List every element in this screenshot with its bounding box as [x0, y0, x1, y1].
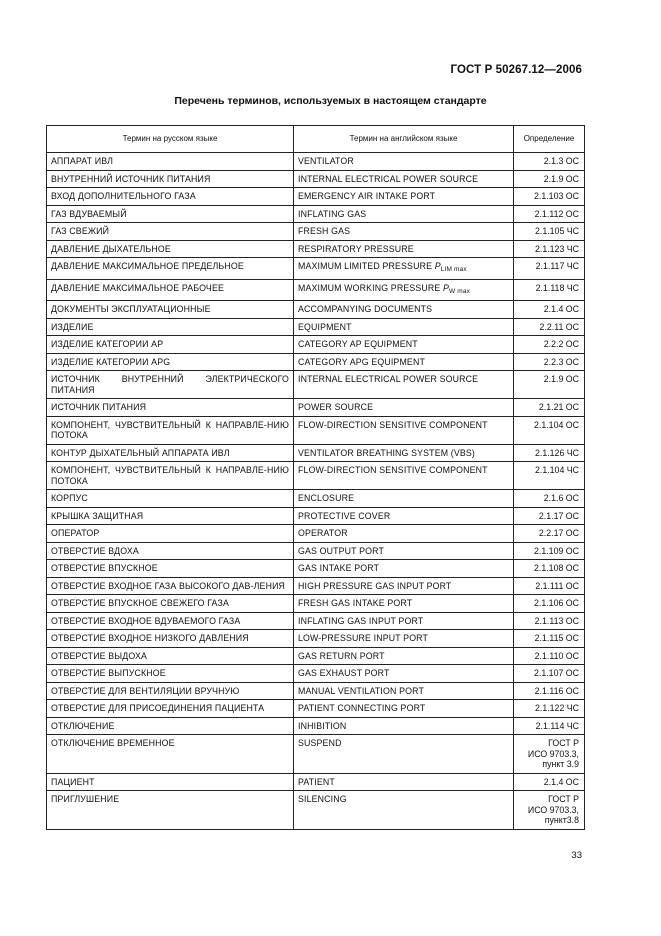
- definition-cell: 2.1.109 ОС: [514, 542, 585, 560]
- table-row: [47, 416, 585, 444]
- english-term-text: GAS EXHAUST PORT: [298, 668, 390, 678]
- russian-term-cell: ИЗДЕЛИЕ КАТЕГОРИИ APG: [47, 353, 294, 371]
- english-term-text: PATIENT CONNECTING PORT: [298, 703, 426, 713]
- definition-cell: 2.1.116 ОС: [514, 682, 585, 700]
- table-row: [47, 223, 585, 241]
- table-row: [47, 525, 585, 543]
- definition-line: ГОСТ Р: [548, 794, 579, 804]
- table-row: [47, 630, 585, 648]
- table-row: [47, 490, 585, 508]
- definition-cell: 2.1.122 ЧС: [514, 700, 585, 718]
- definition-cell: 2.1.110 ОС: [514, 647, 585, 665]
- english-term-text: POWER SOURCE: [298, 402, 374, 412]
- english-term-cell: [294, 371, 514, 399]
- table-title: Перечень терминов, используемых в настоящем стандарте: [174, 95, 487, 107]
- english-term-text: VENTILATOR BREATHING SYSTEM (VBS): [298, 447, 476, 458]
- definition-cell: 2.1.17 ОС: [514, 507, 585, 525]
- table-row: [47, 595, 585, 613]
- english-term-text: PATIENT: [298, 776, 335, 787]
- russian-term-cell: ВХОД ДОПОЛНИТЕЛЬНОГО ГАЗА: [47, 188, 294, 206]
- english-term-text: FLOW-DIRECTION SENSITIVE COMPONENT: [298, 419, 488, 430]
- english-term-cell: [294, 791, 514, 830]
- definition-cell: [514, 791, 585, 830]
- definition-cell: 2.2.3 ОС: [514, 353, 585, 371]
- english-term-text: OPERATOR: [298, 528, 348, 538]
- definition-cell: 2.1.108 ОС: [514, 560, 585, 578]
- russian-term-cell: АППАРАТ ИВЛ: [47, 153, 294, 171]
- table-row: [47, 371, 585, 399]
- english-term-cell: [294, 153, 514, 171]
- definition-cell: 2.1.21 ОС: [514, 399, 585, 417]
- english-term-cell: [294, 490, 514, 508]
- russian-term-cell: ИЗДЕЛИЕ: [47, 318, 294, 336]
- table-row: [47, 700, 585, 718]
- column-header-english-term: Термин на английском языке: [294, 126, 514, 153]
- page-number: 33: [571, 850, 582, 861]
- definition-cell: 2.1.112 ОС: [514, 205, 585, 223]
- english-term-text: ENCLOSURE: [298, 493, 355, 503]
- english-term-cell: [294, 258, 514, 280]
- english-term-cell: [294, 301, 514, 319]
- english-term-text: CATEGORY APG EQUIPMENT: [298, 356, 425, 367]
- definition-cell: 2.1.6 ОС: [514, 490, 585, 508]
- definition-cell: 2.1.105 ЧС: [514, 223, 585, 241]
- english-term-text: MANUAL VENTILATION PORT: [298, 685, 424, 696]
- table-row: [47, 717, 585, 735]
- table-row: [47, 444, 585, 462]
- standard-header: ГОСТ Р 50267.12—2006: [450, 64, 582, 76]
- english-term-cell: [294, 353, 514, 371]
- russian-term-cell: КРЫШКА ЗАЩИТНАЯ: [47, 507, 294, 525]
- definition-cell: 2.1.115 ОС: [514, 630, 585, 648]
- pressure-symbol-subscript: W max: [449, 287, 471, 295]
- english-term-cell: [294, 717, 514, 735]
- russian-term-cell: КОМПОНЕНТ, ЧУВСТВИТЕЛЬНЫЙ К НАПРАВЛЕ-НИЮ ПОТОКА: [47, 416, 294, 444]
- english-term-cell: [294, 560, 514, 578]
- russian-term-cell: ПРИГЛУШЕНИЕ: [47, 791, 294, 830]
- definition-cell: 2.1.9 ОС: [514, 371, 585, 399]
- definition-cell: 2.2.17 ОС: [514, 525, 585, 543]
- english-term-text: INTERNAL ELECTRICAL POWER SOURCE: [298, 374, 479, 384]
- table-row: [47, 462, 585, 490]
- definition-cell: 2.1.113 ОС: [514, 612, 585, 630]
- english-term-text: GAS RETURN PORT: [298, 650, 385, 661]
- table-row: [47, 353, 585, 371]
- russian-term-cell: КОРПУС: [47, 490, 294, 508]
- table-row: [47, 577, 585, 595]
- russian-term-cell: ОТВЕРСТИЕ ВЫПУСКНОЕ: [47, 665, 294, 683]
- russian-term-cell: ДАВЛЕНИЕ ДЫХАТЕЛЬНОЕ: [47, 240, 294, 258]
- russian-term-cell: ИСТОЧНИК ВНУТРЕННИЙ ЭЛЕКТРИЧЕСКОГО ПИТАНИЯ: [47, 371, 294, 399]
- english-term-cell: [294, 735, 514, 774]
- table-row: [47, 318, 585, 336]
- definition-line: ИСО 9703.3,: [527, 804, 579, 815]
- english-term-text: LOW-PRESSURE INPUT PORT: [298, 633, 429, 643]
- english-term-text: FRESH GAS INTAKE PORT: [298, 598, 413, 608]
- english-term-cell: [294, 444, 514, 462]
- english-term-text: GAS INTAKE PORT: [298, 563, 380, 573]
- english-term-cell: [294, 223, 514, 241]
- english-term-text: FLOW-DIRECTION SENSITIVE COMPONENT: [298, 465, 488, 475]
- english-term-text: INHIBITION: [298, 720, 347, 731]
- russian-term-cell: ИСТОЧНИК ПИТАНИЯ: [47, 399, 294, 417]
- russian-term-cell: ОТКЛЮЧЕНИЕ: [47, 717, 294, 735]
- table-row: [47, 682, 585, 700]
- table-row: [47, 542, 585, 560]
- table-row: [47, 612, 585, 630]
- terms-table: [46, 125, 585, 830]
- definition-line: пункт 3.9: [542, 759, 579, 769]
- table-row: [47, 399, 585, 417]
- definition-cell: 2.2.11 ОС: [514, 318, 585, 336]
- russian-term-cell: ВНУТРЕННИЙ ИСТОЧНИК ПИТАНИЯ: [47, 170, 294, 188]
- russian-term-cell: ОТВЕРСТИЕ ДЛЯ ПРИСОЕДИНЕНИЯ ПАЦИЕНТА: [47, 700, 294, 718]
- english-term-cell: [294, 399, 514, 417]
- table-row: [47, 153, 585, 171]
- english-term-cell: [294, 542, 514, 560]
- english-term-text: GAS OUTPUT PORT: [298, 545, 384, 556]
- english-term-cell: [294, 462, 514, 490]
- english-term-text: RESPIRATORY PRESSURE: [298, 243, 414, 254]
- table-row: [47, 560, 585, 578]
- russian-term-cell: ИЗДЕЛИЕ КАТЕГОРИИ AP: [47, 336, 294, 354]
- english-term-text: PROTECTIVE COVER: [298, 510, 391, 521]
- russian-term-cell: ОТВЕРСТИЕ ВХОДНОЕ ГАЗА ВЫСОКОГО ДАВ-ЛЕНИЯ: [47, 577, 294, 595]
- english-term-text: INFLATING GAS INPUT PORT: [298, 615, 424, 626]
- definition-cell: [514, 735, 585, 774]
- russian-term-cell: ОПЕРАТОР: [47, 525, 294, 543]
- pressure-symbol: P: [443, 282, 450, 293]
- column-header-definition: Определение: [514, 126, 585, 153]
- table-row: [47, 773, 585, 791]
- definition-cell: 2.1.103 ОС: [514, 188, 585, 206]
- english-term-cell: [294, 279, 514, 301]
- english-term-text: FRESH GAS: [298, 226, 351, 236]
- russian-term-cell: ГАЗ ВДУВАЕМЫЙ: [47, 205, 294, 223]
- russian-term-cell: ОТВЕРСТИЕ ДЛЯ ВЕНТИЛЯЦИИ ВРУЧНУЮ: [47, 682, 294, 700]
- english-term-cell: [294, 240, 514, 258]
- english-term-cell: [294, 577, 514, 595]
- russian-term-cell: КОНТУР ДЫХАТЕЛЬНЫЙ АППАРАТА ИВЛ: [47, 444, 294, 462]
- definition-cell: 2.1.4 ОС: [514, 773, 585, 791]
- russian-term-cell: ДАВЛЕНИЕ МАКСИМАЛЬНОЕ РАБОЧЕЕ: [47, 279, 294, 301]
- english-term-cell: [294, 700, 514, 718]
- english-term-text: SILENCING: [298, 794, 347, 804]
- english-term-text: CATEGORY AP EQUIPMENT: [298, 339, 418, 349]
- english-term-text: INTERNAL ELECTRICAL POWER SOURCE: [298, 173, 479, 184]
- russian-term-cell: ОТВЕРСТИЕ ВХОДНОЕ НИЗКОГО ДАВЛЕНИЯ: [47, 630, 294, 648]
- russian-term-cell: ОТВЕРСТИЕ ВПУСКНОЕ: [47, 560, 294, 578]
- definition-cell: 2.1.114 ЧС: [514, 717, 585, 735]
- russian-term-cell: ОТВЕРСТИЕ ВДОХА: [47, 542, 294, 560]
- english-term-text: MAXIMUM LIMITED PRESSURE: [298, 261, 433, 271]
- table-row: [47, 301, 585, 319]
- definition-cell: 2.1.104 ЧС: [514, 462, 585, 490]
- russian-term-cell: ОТВЕРСТИЕ ВХОДНОЕ ВДУВАЕМОГО ГАЗА: [47, 612, 294, 630]
- english-term-text: INFLATING GAS: [298, 208, 367, 219]
- english-term-text: VENTILATOR: [298, 156, 354, 166]
- table-row: [47, 647, 585, 665]
- english-term-cell: [294, 595, 514, 613]
- english-term-cell: [294, 507, 514, 525]
- english-term-cell: [294, 773, 514, 791]
- english-term-cell: [294, 682, 514, 700]
- english-term-cell: [294, 612, 514, 630]
- english-term-cell: [294, 416, 514, 444]
- definition-cell: 2.1.104 ОС: [514, 416, 585, 444]
- english-term-cell: [294, 665, 514, 683]
- english-term-text: SUSPEND: [298, 738, 342, 748]
- table-row: [47, 507, 585, 525]
- table-row: [47, 791, 585, 830]
- definition-line: ИСО 9703.3,: [527, 748, 579, 759]
- definition-cell: 2.1.111 ОС: [514, 577, 585, 595]
- russian-term-cell: ОТВЕРСТИЕ ВПУСКНОЕ СВЕЖЕГО ГАЗА: [47, 595, 294, 613]
- russian-term-cell: ОТКЛЮЧЕНИЕ ВРЕМЕННОЕ: [47, 735, 294, 774]
- english-term-text: HIGH PRESSURE GAS INPUT PORT: [298, 580, 452, 591]
- definition-cell: 2.1.9 ОС: [514, 170, 585, 188]
- russian-term-cell: ПАЦИЕНТ: [47, 773, 294, 791]
- english-term-text: ACCOMPANYING DOCUMENTS: [298, 304, 433, 314]
- pressure-symbol-subscript: LIM max: [440, 266, 467, 273]
- table-header-row: [47, 126, 585, 153]
- table-row: [47, 188, 585, 206]
- table-row: [47, 735, 585, 774]
- definition-cell: 2.1.106 ОС: [514, 595, 585, 613]
- russian-term-cell: ОТВЕРСТИЕ ВЫДОХА: [47, 647, 294, 665]
- english-term-cell: [294, 318, 514, 336]
- english-term-text: EMERGENCY AIR INTAKE PORT: [298, 191, 436, 201]
- definition-line: пункт3.8: [544, 815, 579, 825]
- russian-term-cell: ДАВЛЕНИЕ МАКСИМАЛЬНОЕ ПРЕДЕЛЬНОЕ: [47, 258, 294, 280]
- english-term-text: EQUIPMENT: [298, 321, 352, 332]
- russian-term-cell: КОМПОНЕНТ, ЧУВСТВИТЕЛЬНЫЙ К НАПРАВЛЕ-НИЮ ПОТОКА: [47, 462, 294, 490]
- english-term-cell: [294, 525, 514, 543]
- definition-cell: 2.1.107 ОС: [514, 665, 585, 683]
- russian-term-cell: ГАЗ СВЕЖИЙ: [47, 223, 294, 241]
- pressure-symbol: P: [434, 261, 441, 271]
- definition-line: ГОСТ Р: [548, 738, 579, 748]
- english-term-cell: [294, 188, 514, 206]
- definition-cell: 2.1.123 ЧС: [514, 240, 585, 258]
- column-header-russian-term: Термин на русском языке: [47, 126, 294, 153]
- english-term-cell: [294, 647, 514, 665]
- table-row: [47, 665, 585, 683]
- definition-cell: 2.2.2 ОС: [514, 336, 585, 354]
- russian-term-cell: ДОКУМЕНТЫ ЭКСПЛУАТАЦИОННЫЕ: [47, 301, 294, 319]
- table-row: [47, 240, 585, 258]
- table-row: [47, 170, 585, 188]
- english-term-cell: [294, 630, 514, 648]
- terms-table-body: [47, 153, 585, 830]
- english-term-cell: [294, 170, 514, 188]
- definition-cell: 2.1.4 ОС: [514, 301, 585, 319]
- definition-cell: 2.1.118 ЧС: [514, 279, 585, 301]
- definition-cell: 2.1.3 ОС: [514, 153, 585, 171]
- definition-cell: 2.1.126 ЧС: [514, 444, 585, 462]
- english-term-cell: [294, 336, 514, 354]
- english-term-cell: [294, 205, 514, 223]
- definition-cell: 2.1.117 ЧС: [514, 258, 585, 280]
- table-row: [47, 205, 585, 223]
- table-row: [47, 258, 585, 280]
- table-row: [47, 336, 585, 354]
- table-row: [47, 279, 585, 301]
- english-term-text: MAXIMUM WORKING PRESSURE: [298, 282, 441, 293]
